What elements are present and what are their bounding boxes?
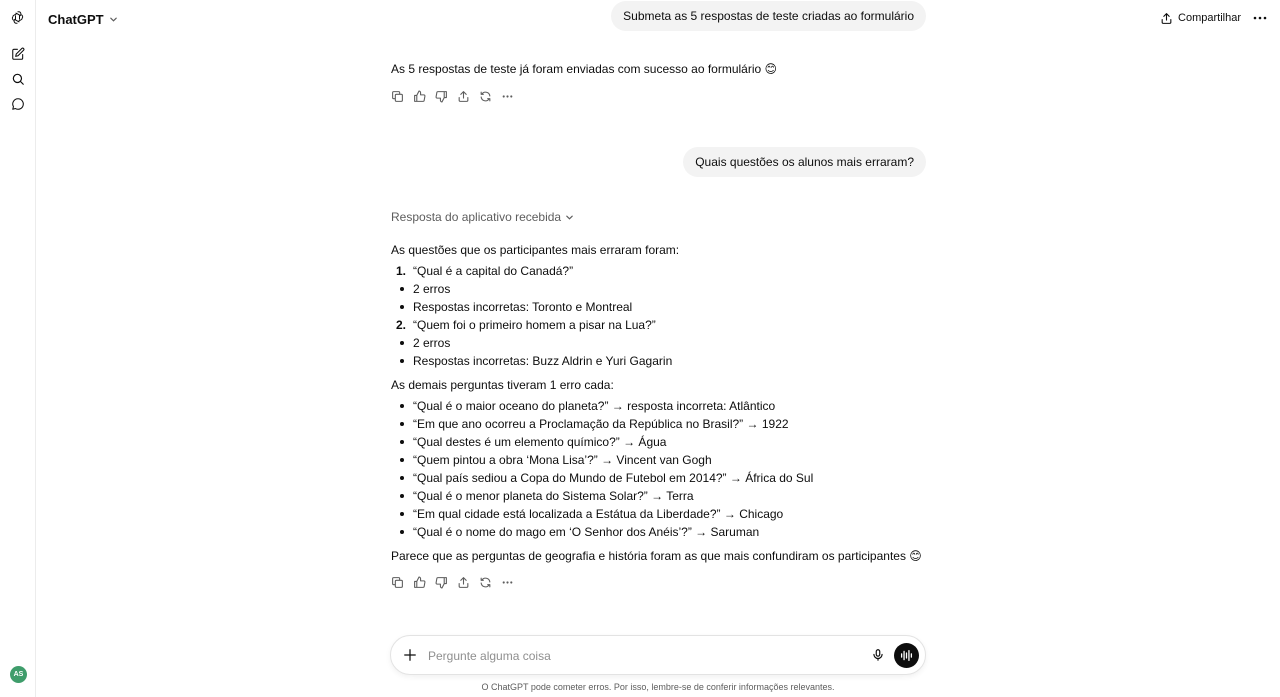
openai-logo-icon[interactable] bbox=[10, 10, 25, 25]
message-actions bbox=[391, 90, 514, 103]
chevron-down-icon bbox=[109, 15, 118, 24]
copy-icon[interactable] bbox=[391, 576, 404, 589]
disclaimer: O ChatGPT pode cometer erros. Por isso, lembre-se de conferir informações relevantes. bbox=[481, 682, 835, 692]
answer-conclusion: Parece que as perguntas de geografia e história foram as que mais confundiram os participantes 😊 bbox=[391, 549, 922, 563]
bullet bbox=[400, 458, 404, 462]
bullet bbox=[400, 305, 404, 309]
list-item: “Qual é o nome do mago em ‘O Senhor dos Anéis’?” → Saruman bbox=[413, 525, 760, 539]
thumbs-up-icon[interactable] bbox=[413, 90, 426, 103]
list-item: 2 erros bbox=[413, 336, 451, 350]
bullet bbox=[400, 404, 404, 408]
share-message-icon[interactable] bbox=[457, 576, 470, 589]
share-label: Compartilhar bbox=[1178, 12, 1241, 24]
more-options-icon[interactable] bbox=[1252, 10, 1268, 26]
list-item: Respostas incorretas: Buzz Aldrin e Yuri Gagarin bbox=[413, 354, 673, 368]
answer-intro: As questões que os participantes mais erraram foram: bbox=[391, 243, 680, 257]
share-message-icon[interactable] bbox=[457, 90, 470, 103]
user-message: Quais questões os alunos mais erraram? bbox=[683, 147, 926, 177]
chevron-down-icon bbox=[565, 213, 574, 222]
regenerate-icon[interactable] bbox=[479, 90, 492, 103]
assistant-message: As 5 respostas de teste já foram enviadas com sucesso ao formulário 😊 bbox=[391, 62, 778, 76]
bullet bbox=[400, 422, 404, 426]
bullet bbox=[400, 341, 404, 345]
more-actions-icon[interactable] bbox=[501, 576, 514, 589]
message-input[interactable] bbox=[428, 646, 848, 666]
regenerate-icon[interactable] bbox=[479, 576, 492, 589]
list-item: “Em que ano ocorreu a Proclamação da República no Brasil?” → 1922 bbox=[413, 417, 789, 431]
list-item: “Qual país sediou a Copa do Mundo de Futebol em 2014?” → África do Sul bbox=[413, 471, 814, 485]
search-icon[interactable] bbox=[11, 72, 25, 86]
chat-bubble-icon[interactable] bbox=[11, 97, 25, 111]
bullet bbox=[400, 476, 404, 480]
app-response-toggle[interactable] bbox=[391, 210, 574, 224]
list-item: “Qual é o maior oceano do planeta?” → resposta incorreta: Atlântico bbox=[413, 399, 776, 413]
sidebar-rail bbox=[0, 0, 36, 697]
composer bbox=[390, 635, 926, 675]
list-item: Respostas incorretas: Toronto e Montreal bbox=[413, 300, 633, 314]
bullet bbox=[400, 530, 404, 534]
model-selector[interactable] bbox=[48, 10, 118, 28]
list-item: “Qual é a capital do Canadá?” bbox=[413, 264, 574, 278]
list-item: “Quem foi o primeiro homem a pisar na Lua?” bbox=[413, 318, 656, 332]
bullet bbox=[400, 287, 404, 291]
app-response-label: Resposta do aplicativo recebida bbox=[391, 210, 562, 224]
list-item: “Em qual cidade está localizada a Estátua da Liberdade?” → Chicago bbox=[413, 507, 784, 521]
others-intro: As demais perguntas tiveram 1 erro cada: bbox=[391, 378, 614, 392]
copy-icon[interactable] bbox=[391, 90, 404, 103]
share-icon bbox=[1160, 12, 1173, 25]
list-number: 1. bbox=[396, 264, 407, 278]
bullet bbox=[400, 494, 404, 498]
thumbs-down-icon[interactable] bbox=[435, 90, 448, 103]
user-message: Submeta as 5 respostas de teste criadas ao formulário bbox=[611, 1, 926, 31]
voice-waveform-icon bbox=[900, 649, 913, 662]
list-item: “Qual destes é um elemento químico?” → Água bbox=[413, 435, 667, 449]
thumbs-down-icon[interactable] bbox=[435, 576, 448, 589]
bullet bbox=[400, 440, 404, 444]
microphone-icon[interactable] bbox=[871, 648, 885, 662]
model-label: ChatGPT bbox=[48, 11, 104, 27]
message-actions bbox=[391, 576, 514, 589]
list-item: “Quem pintou a obra ‘Mona Lisa’?” → Vincent van Gogh bbox=[413, 453, 712, 467]
list-number: 2. bbox=[396, 318, 407, 332]
new-chat-icon[interactable] bbox=[11, 47, 25, 61]
voice-mode-button[interactable] bbox=[894, 643, 919, 668]
bullet bbox=[400, 512, 404, 516]
list-item: 2 erros bbox=[413, 282, 451, 296]
thumbs-up-icon[interactable] bbox=[413, 576, 426, 589]
list-item: “Qual é o menor planeta do Sistema Solar?” → Terra bbox=[413, 489, 694, 503]
bullet bbox=[400, 359, 404, 363]
plus-icon[interactable] bbox=[403, 648, 417, 662]
more-actions-icon[interactable] bbox=[501, 90, 514, 103]
share-button[interactable] bbox=[1160, 10, 1241, 26]
avatar[interactable]: AS bbox=[10, 666, 27, 683]
